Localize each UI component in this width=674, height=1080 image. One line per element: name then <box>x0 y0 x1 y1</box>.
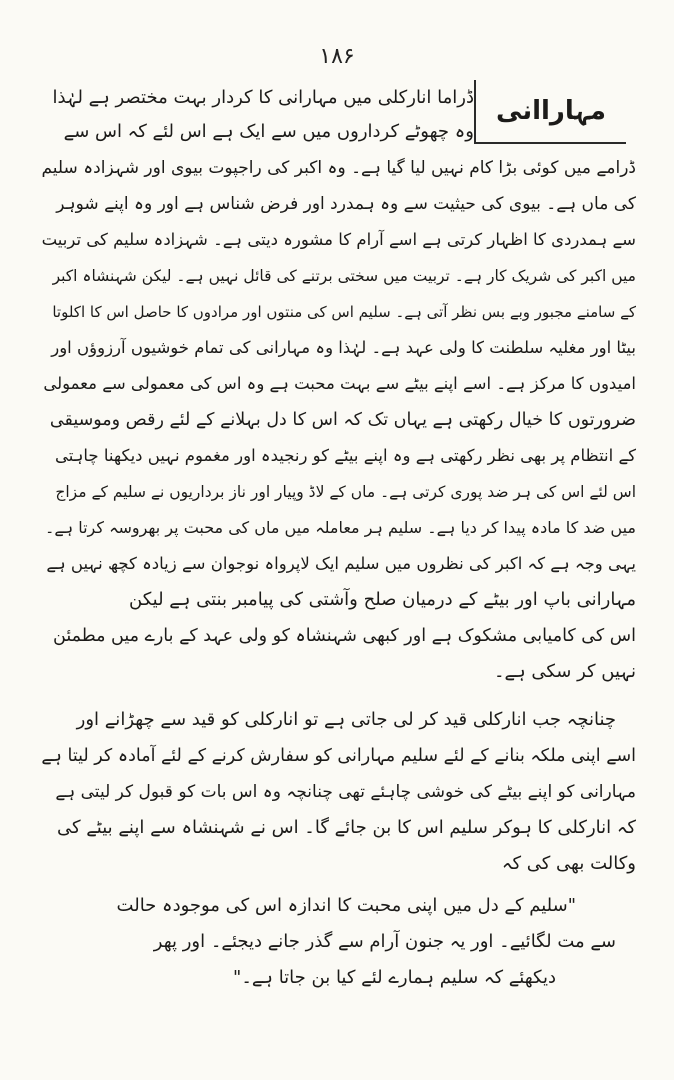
text-line: کے انتظام پر بھی نظر رکھتی ہے وہ اپنے بیٹے کو رنجیدہ اور مغموم نہیں دیکھنا چاہتی <box>54 446 636 465</box>
quote-line: دیکھئے کہ سلیم ہمارے لئے کیا بن جاتا ہے۔" <box>233 967 556 988</box>
text-line: وہ چھوٹے کرداروں میں سے ایک ہے اس لئے کہ اس سے <box>63 121 474 142</box>
text-line: کی ماں ہے۔ بیوی کی حیثیت سے وہ ہمدرد اور فرض شناس ہے اور وہ اپنے شوہر <box>56 194 636 214</box>
text-line: اس لئے اس کی ہر ضد پوری کرتی ہے۔ ماں کے لاڈ وپیار اور ناز برداریوں نے سلیم کے مزاج <box>55 483 636 501</box>
text-line: مہارانی کو اپنے بیٹے کی خوشی چاہئے تھی چنانچہ وہ اس بات کو قبول کر لیتی ہے <box>55 782 636 802</box>
text-line: کہ انارکلی کا ہوکر سلیم اس کا بن جائے گا۔ اس نے شہنشاہ سے اپنے بیٹے کی <box>56 817 636 838</box>
text-line: ڈرامے میں کوئی بڑا کام نہیں لیا گیا ہے۔ وہ اکبر کی راجپوت بیوی اور شہزادہ سلیم <box>41 158 636 178</box>
text-line: چنانچہ جب انارکلی قید کر لی جاتی ہے تو انارکلی کو قید سے چھڑانے اور <box>76 709 616 730</box>
page-number: ۱۸۶ <box>319 44 355 69</box>
text-line: میں اکبر کی شریک کار ہے۔ تربیت میں سختی برتنے کی قائل نہیں ہے۔ لیکن شہنشاہ اکبر <box>52 267 636 285</box>
text-line: یہی وجہ ہے کہ اکبر کی نظروں میں سلیم ایک لاپرواہ نوجوان سے زیادہ کچھ نہیں ہے <box>46 554 636 573</box>
text-line: میں ضد کا مادہ پیدا کر دیا ہے۔ سلیم ہر معاملہ میں ماں کی محبت پر بھروسہ کرتا ہے۔ <box>45 518 636 537</box>
text-line: کے سامنے مجبور وبے بس نظر آتی ہے۔ سلیم اس کی منتوں اور مرادوں کا حاصل اس کا اکلوتا <box>52 303 636 321</box>
text-line: نہیں کر سکی ہے۔ <box>493 661 636 682</box>
text-line: وکالت بھی کی کہ <box>501 853 636 874</box>
quote-line: "سلیم کے دل میں اپنی محبت کا اندازہ اس کی موجودہ حالت <box>116 895 576 916</box>
text-line: اس کی کامیابی مشکوک ہے اور کبھی شہنشاہ کو ولی عہد کے بارے میں مطمئن <box>53 626 636 646</box>
text-line: مہارانی باپ اور بیٹے کے درمیان صلح وآشتی کی پیامبر بنتی ہے لیکن <box>129 589 636 610</box>
section-heading: مہاراانی <box>496 96 606 126</box>
text-line: بیٹا اور مغلیہ سلطنت کا ولی عہد ہے۔ لہٰذا وہ مہارانی کی تمام خوشیوں آرزوؤں اور <box>51 338 636 357</box>
section-heading-box <box>474 80 626 144</box>
text-line: سے ہمدردی کا اظہار کرتی ہے اسے آرام کا مشورہ دیتی ہے۔ شہزادہ سلیم کی تربیت <box>41 230 636 249</box>
text-line: ڈراما انارکلی میں مہارانی کا کردار بہت مختصر ہے لہٰذا <box>52 87 474 108</box>
text-line: ضرورتوں کا خیال رکھتی ہے یہاں تک کہ اس کا دل بہلانے کے لئے رقص وموسیقی <box>49 410 636 430</box>
text-line: امیدوں کا مرکز ہے۔ اسے اپنے بیٹے سے بہت محبت ہے وہ اس کی معمولی سے معمولی <box>43 374 636 393</box>
quote-line: سے مت لگائیے۔ اور یہ جنون آرام سے گذر جانے دیجئے۔ اور پھر <box>153 931 616 952</box>
text-line: اسے اپنی ملکہ بنانے کے لئے سلیم مہارانی کو سفارش کرنے کے لئے آمادہ کر لیتا ہے <box>41 746 636 766</box>
